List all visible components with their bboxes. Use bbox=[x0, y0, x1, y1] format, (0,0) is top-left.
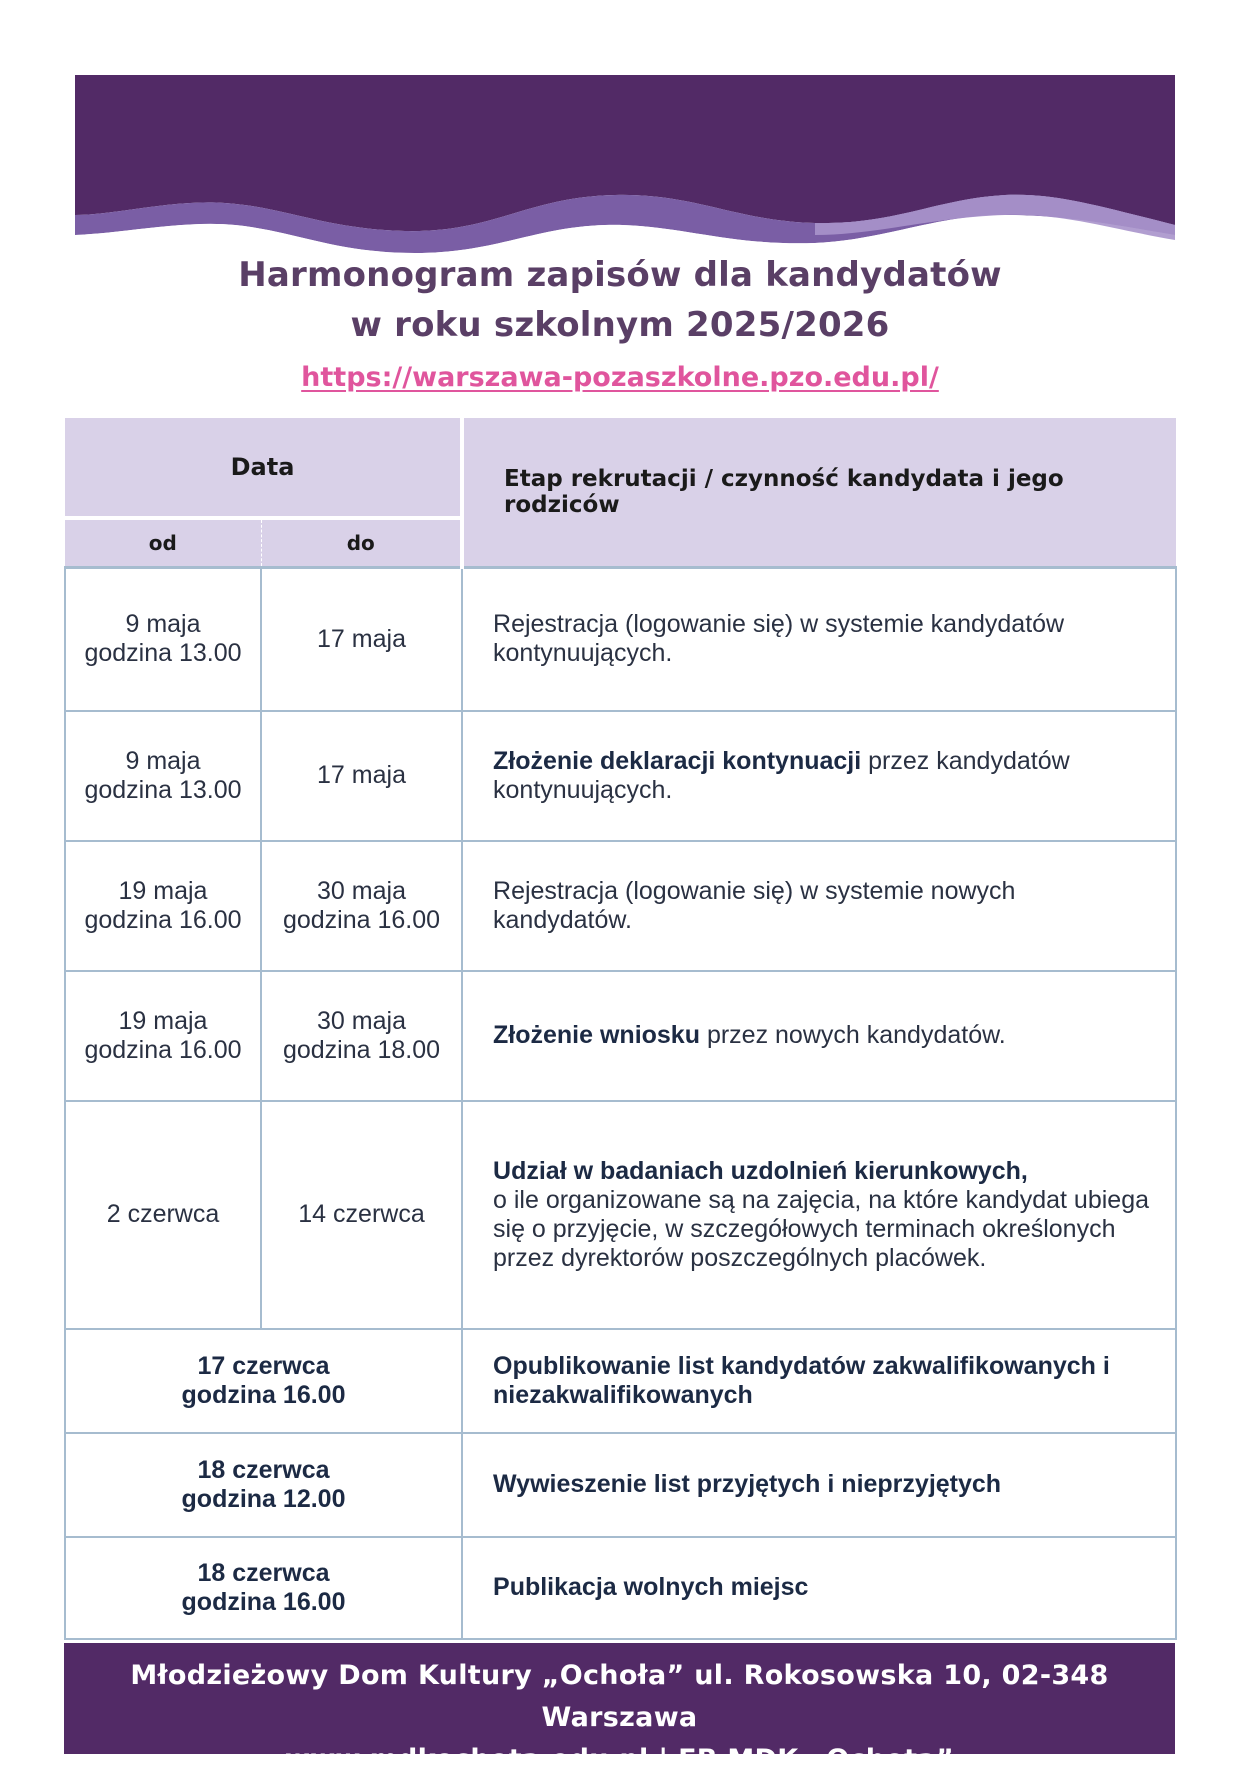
header-do: do bbox=[261, 518, 462, 568]
page-title-line-1: Harmonogram zapisów dla kandydatów bbox=[238, 255, 1002, 295]
time-text: godzina 16.00 bbox=[181, 1587, 346, 1616]
header-od: od bbox=[65, 518, 261, 568]
schedule-table bbox=[64, 418, 1177, 1640]
table-row bbox=[65, 1433, 1176, 1537]
cell-date-merged bbox=[65, 1433, 462, 1537]
cell-od bbox=[65, 1101, 261, 1329]
description-text: o ile organizowane są na zajęcia, na które kandydat ubiega się o przyjęcie, w szczegółowych terminach określonych przez dyrektorów poszczególnych placówek. bbox=[493, 1185, 1150, 1272]
cell-etap bbox=[462, 568, 1176, 711]
table-row bbox=[65, 711, 1176, 841]
date-text: 30 maja bbox=[317, 1006, 406, 1035]
cell-do bbox=[261, 568, 462, 711]
time-text: godzina 16.00 bbox=[84, 1035, 242, 1064]
cell-do bbox=[261, 711, 462, 841]
time-text: godzina 12.00 bbox=[181, 1484, 346, 1513]
time-text: godzina 13.00 bbox=[84, 775, 242, 804]
date-text: 9 maja bbox=[125, 610, 201, 639]
description-text: przez nowych kandydatów. bbox=[700, 1021, 1006, 1049]
description-bold: Złożenie wniosku bbox=[493, 1021, 700, 1049]
cell-etap bbox=[462, 1329, 1176, 1433]
table-row bbox=[65, 971, 1176, 1101]
table-row bbox=[65, 1537, 1176, 1639]
cell-date-merged bbox=[65, 1329, 462, 1433]
date-text: 18 czerwca bbox=[197, 1558, 330, 1587]
cell-od bbox=[65, 841, 261, 971]
recruitment-portal-link[interactable]: https://warszawa-pozaszkolne.pzo.edu.pl/ bbox=[301, 362, 939, 393]
description-text: Rejestracja (logowanie się) w systemie nowych kandydatów. bbox=[493, 876, 1016, 934]
header-etap: Etap rekrutacji / czynność kandydata i jego rodziców bbox=[462, 418, 1176, 568]
time-text: godzina 18.00 bbox=[282, 1035, 441, 1064]
title-block bbox=[0, 250, 1240, 393]
footer-website[interactable]: www.mdkochota.edu.pl | FB MDK „Ochota” bbox=[285, 1744, 954, 1775]
date-text: 2 czerwca bbox=[106, 1200, 220, 1228]
cell-etap bbox=[462, 1537, 1176, 1639]
date-text: 30 maja bbox=[317, 876, 406, 905]
cell-date-merged bbox=[65, 1537, 462, 1639]
date-text: 14 czerwca bbox=[298, 1200, 425, 1228]
cell-etap bbox=[462, 841, 1176, 971]
cell-etap bbox=[462, 971, 1176, 1101]
date-text: 17 maja bbox=[317, 624, 406, 653]
time-text: godzina 16.00 bbox=[84, 905, 242, 934]
description-text: Rejestracja (logowanie się) w systemie kandydatów kontynuujących. bbox=[493, 610, 1065, 668]
cell-etap bbox=[462, 1433, 1176, 1537]
date-text: 19 maja bbox=[118, 1006, 208, 1035]
cell-do bbox=[261, 1101, 462, 1329]
cell-od bbox=[65, 568, 261, 711]
description-bold: Publikacja wolnych miejsc bbox=[493, 1573, 809, 1601]
description-bold: Udział w badaniach uzdolnień kierunkowych, bbox=[493, 1156, 1028, 1185]
table-row bbox=[65, 841, 1176, 971]
cell-od bbox=[65, 711, 261, 841]
time-text: godzina 16.00 bbox=[282, 905, 441, 934]
cell-etap bbox=[462, 711, 1176, 841]
table-row bbox=[65, 1329, 1176, 1433]
header-data: Data bbox=[65, 418, 462, 518]
table-row bbox=[65, 568, 1176, 711]
footer-address: Młodzieżowy Dom Kultury „Ochoła” ul. Rokosowska 10, 02-348 Warszawa bbox=[130, 1660, 1109, 1733]
description-bold: Wywieszenie list przyjętych i nieprzyjętych bbox=[493, 1470, 1002, 1498]
page-title-line-2: w roku szkolnym 2025/2026 bbox=[350, 305, 890, 345]
date-text: 17 maja bbox=[317, 761, 406, 789]
cell-etap bbox=[462, 1101, 1176, 1329]
date-text: 18 czerwca bbox=[197, 1455, 330, 1484]
cell-do bbox=[261, 971, 462, 1101]
time-text: godzina 16.00 bbox=[181, 1380, 346, 1409]
date-text: 19 maja bbox=[118, 876, 208, 905]
description-bold: Złożenie deklaracji kontynuacji bbox=[493, 746, 862, 775]
header-wave-banner bbox=[75, 75, 1175, 255]
description-bold: Opublikowanie list kandydatów zakwalifikowanych i niezakwalifikowanych bbox=[493, 1351, 1110, 1409]
footer-banner bbox=[64, 1643, 1175, 1775]
date-text: 9 maja bbox=[125, 746, 201, 775]
date-text: 17 czerwca bbox=[197, 1351, 330, 1380]
cell-od bbox=[65, 971, 261, 1101]
cell-do bbox=[261, 841, 462, 971]
table-row bbox=[65, 1101, 1176, 1329]
description-text: przez kandydatów kontynuujących. bbox=[493, 746, 1070, 804]
time-text: godzina 13.00 bbox=[84, 639, 242, 668]
